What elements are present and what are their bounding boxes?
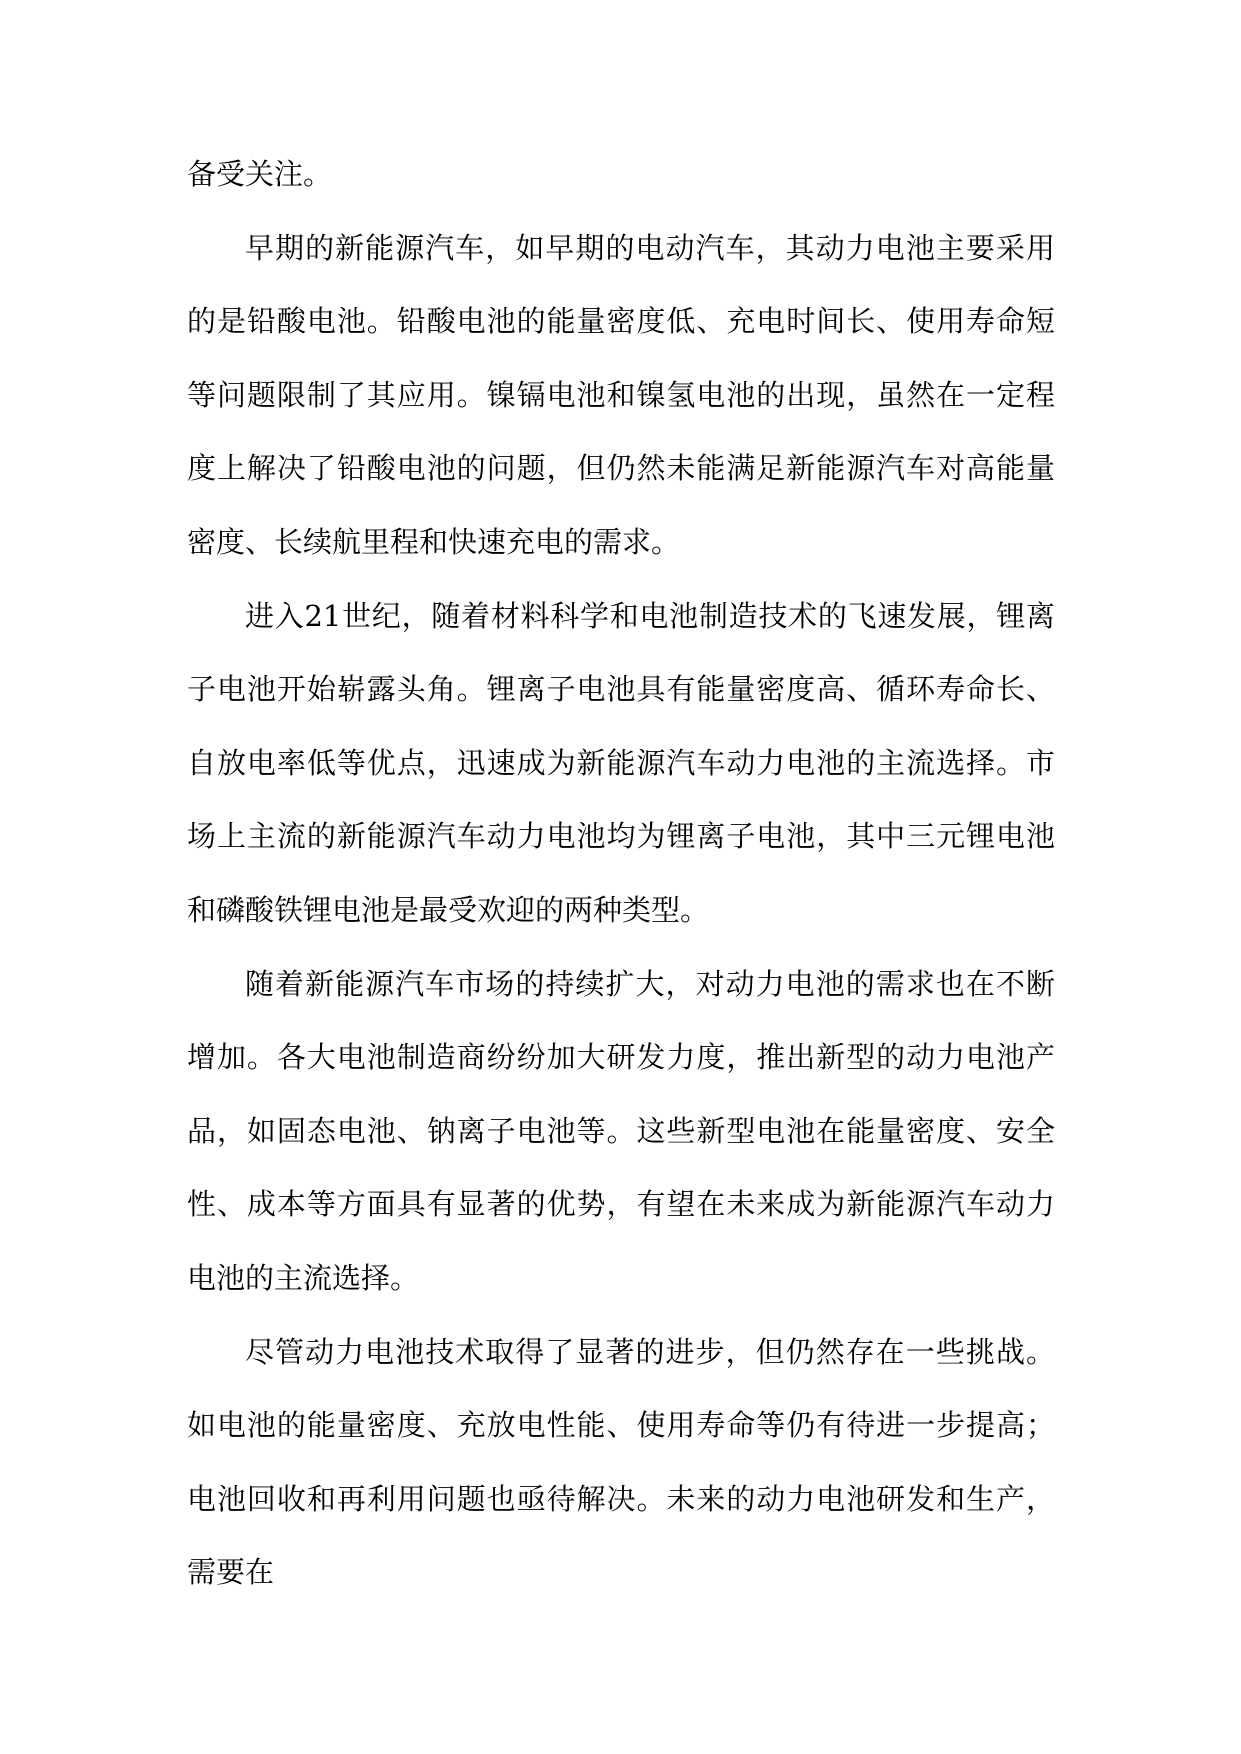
paragraph-lithium-ion: 进入21世纪，随着材料科学和电池制造技术的飞速发展，锂离子电池开始崭露头角。锂离子电池具有能量密度高、循环寿命长、自放电率低等优点，迅速成为新能源汽车动力电池的主流选择。市场上主流的新能源汽车动力电池均为锂离子电池，其中三元锂电池和磷酸铁锂电池是最受欢迎的两种类型。: [187, 598, 1055, 927]
paragraph-continued: 备受关注。: [187, 157, 333, 191]
paragraph-early-batteries: 早期的新能源汽车，如早期的电动汽车，其动力电池主要采用的是铅酸电池。铅酸电池的能量密度低、充电时间长、使用寿命短等问题限制了其应用。镍镉电池和镍氢电池的出现，虽然在一定程度上解决了铅酸电池的问题，但仍然未能满足新能源汽车对高能量密度、长续航里程和快速充电的需求。: [187, 230, 1055, 559]
paragraph-challenges: 尽管动力电池技术取得了显著的进步，但仍然存在一些挑战。如电池的能量密度、充放电性能、使用寿命等仍有待进一步提高；电池回收和再利用问题也亟待解决。未来的动力电池研发和生产，需要在: [187, 1334, 1055, 1590]
paragraph-market-demand: 随着新能源汽车市场的持续扩大，对动力电池的需求也在不断增加。各大电池制造商纷纷加大研发力度，推出新型的动力电池产品，如固态电池、钠离子电池等。这些新型电池在能量密度、安全性、成本等方面具有显著的优势，有望在未来成为新能源汽车动力电池的主流选择。: [187, 966, 1055, 1295]
document-body: [187, 138, 1055, 1610]
